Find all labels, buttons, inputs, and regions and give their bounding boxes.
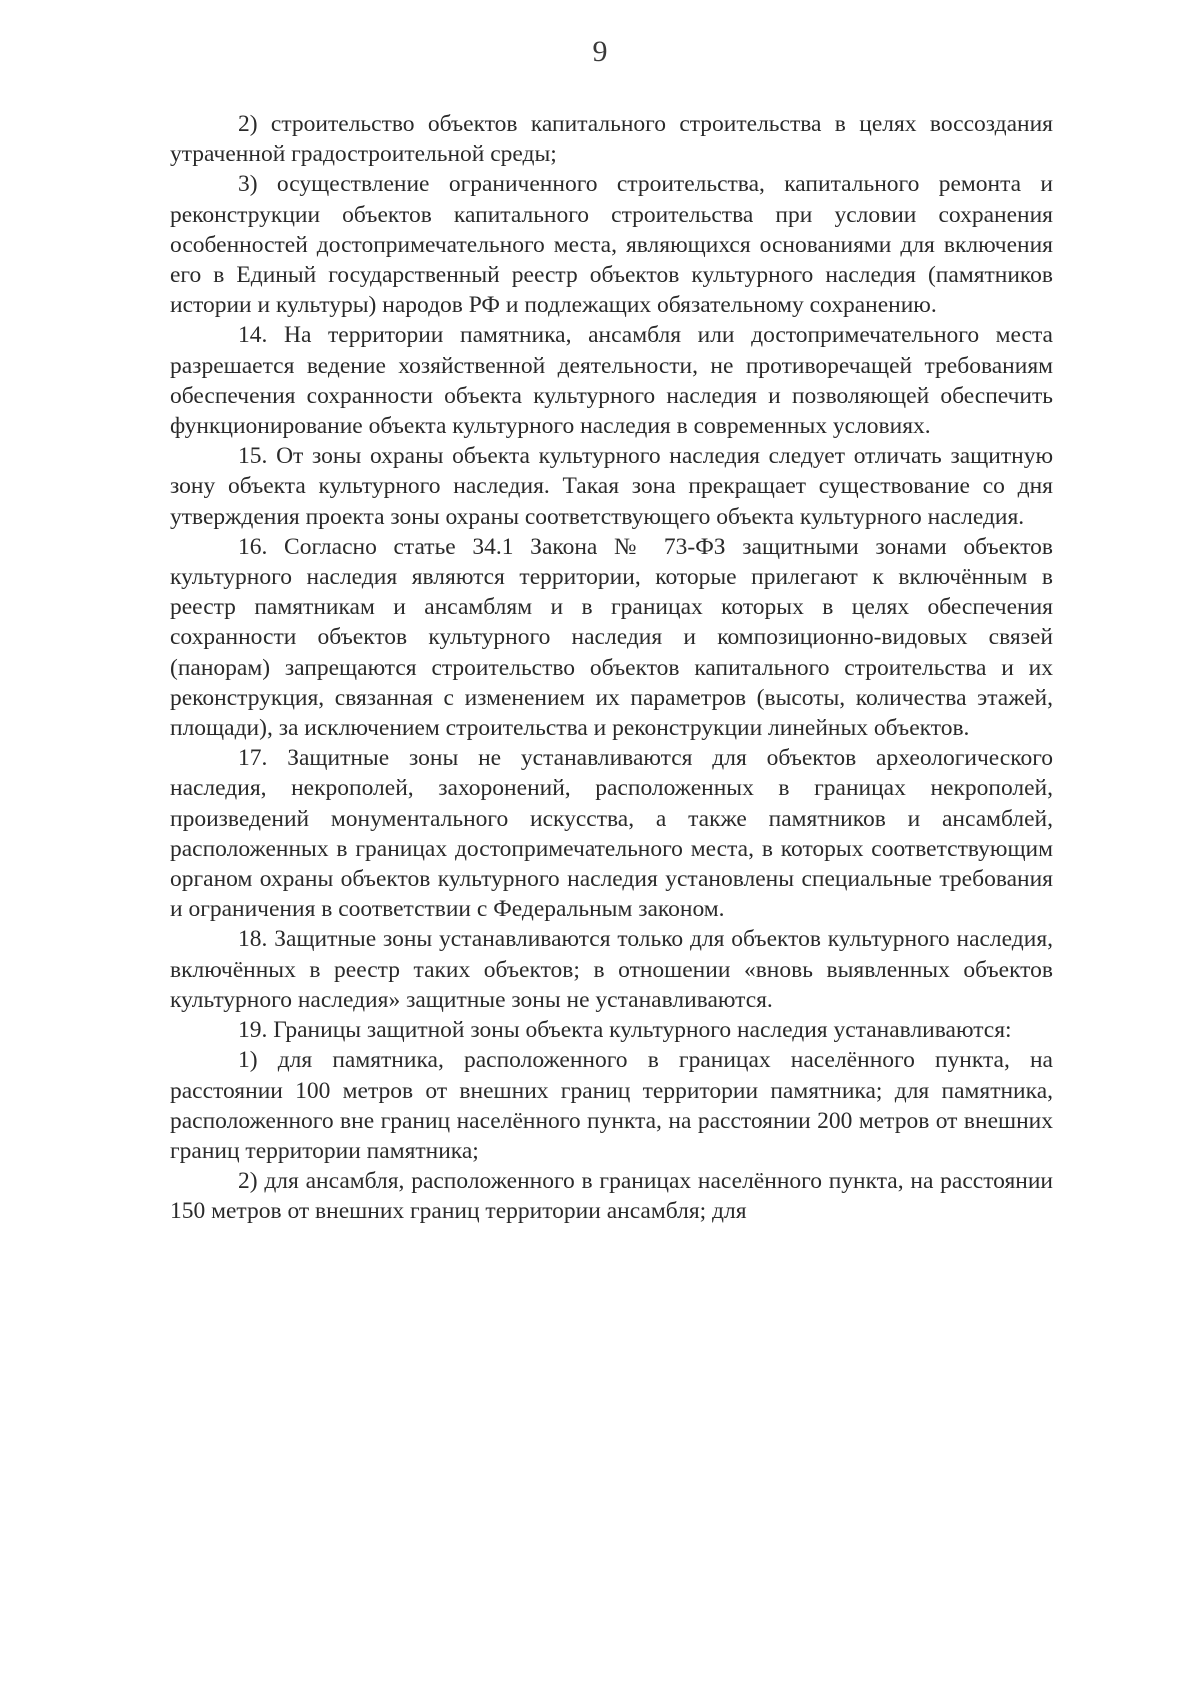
paragraph-19-item-2-ensemble: 2) для ансамбля, расположенного в границах населённого пункта, на расстоянии 150 метров от внешних границ территории ансамбля; для [170,1168,1053,1225]
paragraph-16: 16. Согласно статье 34.1 Закона № 73-ФЗ защитными зонами объектов культурного наследия являются территории, которые прилегают к включённым в реестр памятникам и ансамблям и в границах которых в целях обеспечения сохранности объектов культурного наследия и композиционно-видовых связей (панорам) запрещаются строительство объектов капитального строительства и их реконструкция, связанная с изменением их параметров (высоты, количества этажей, площади), за исключением строительства и реконструкции линейных объектов. [170,533,1053,742]
paragraph-item-3-limited-construction: 3) осуществление ограниченного строительства, капитального ремонта и реконструкции объектов капитального строительства при условии сохранения особенностей достопримечательного места, являющихся основаниями для включения его в Единый государственный реестр объектов культурного наследия (памятников истории и культуры) народов РФ и подлежащих обязательному сохранению. [170,171,1053,319]
paragraph-15: 15. От зоны охраны объекта культурного наследия следует отличать защитную зону объекта культурного наследия. Такая зона прекращает существование со дня утверждения проекта зоны охраны соответствующего объекта культурного наследия. [170,443,1053,530]
paragraph-17: 17. Защитные зоны не устанавливаются для объектов археологического наследия, некрополей, захоронений, расположенных в границах некрополей, произведений монументального искусства, а также памятников и ансамблей, расположенных в границах достопримечательного места, в которых соответствующим органом охраны объектов культурного наследия установлены специальные требования и ограничения в соответствии с Федеральным законом. [170,745,1053,923]
page-number: 9 [592,35,608,68]
paragraph-14: 14. На территории памятника, ансамбля или достопримечательного места разрешается ведение хозяйственной деятельности, не противоречащей требованиям обеспечения сохранности объекта культурного наследия и позволяющей обеспечить функционирование объекта культурного наследия в современных условиях. [170,322,1053,440]
paragraph-19: 19. Границы защитной зоны объекта культурного наследия устанавливаются: [238,1017,1012,1044]
body-text [170,109,1053,1227]
paragraph-item-2-reconstruction: 2) строительство объектов капитального строительства в целях воссоздания утраченной градостроительной среды; [170,111,1053,168]
paragraph-19-item-1-monument: 1) для памятника, расположенного в границах населённого пункта, на расстоянии 100 метров от внешних границ территории памятника; для памятника, расположенного вне границ населённого пункта, на расстоянии 200 метров от внешних границ территории памятника; [170,1047,1053,1164]
paragraph-18: 18. Защитные зоны устанавливаются только для объектов культурного наследия, включённых в реестр таких объектов; в отношении «вновь выявленных объектов культурного наследия» защитные зоны не устанавливаются. [170,926,1053,1013]
